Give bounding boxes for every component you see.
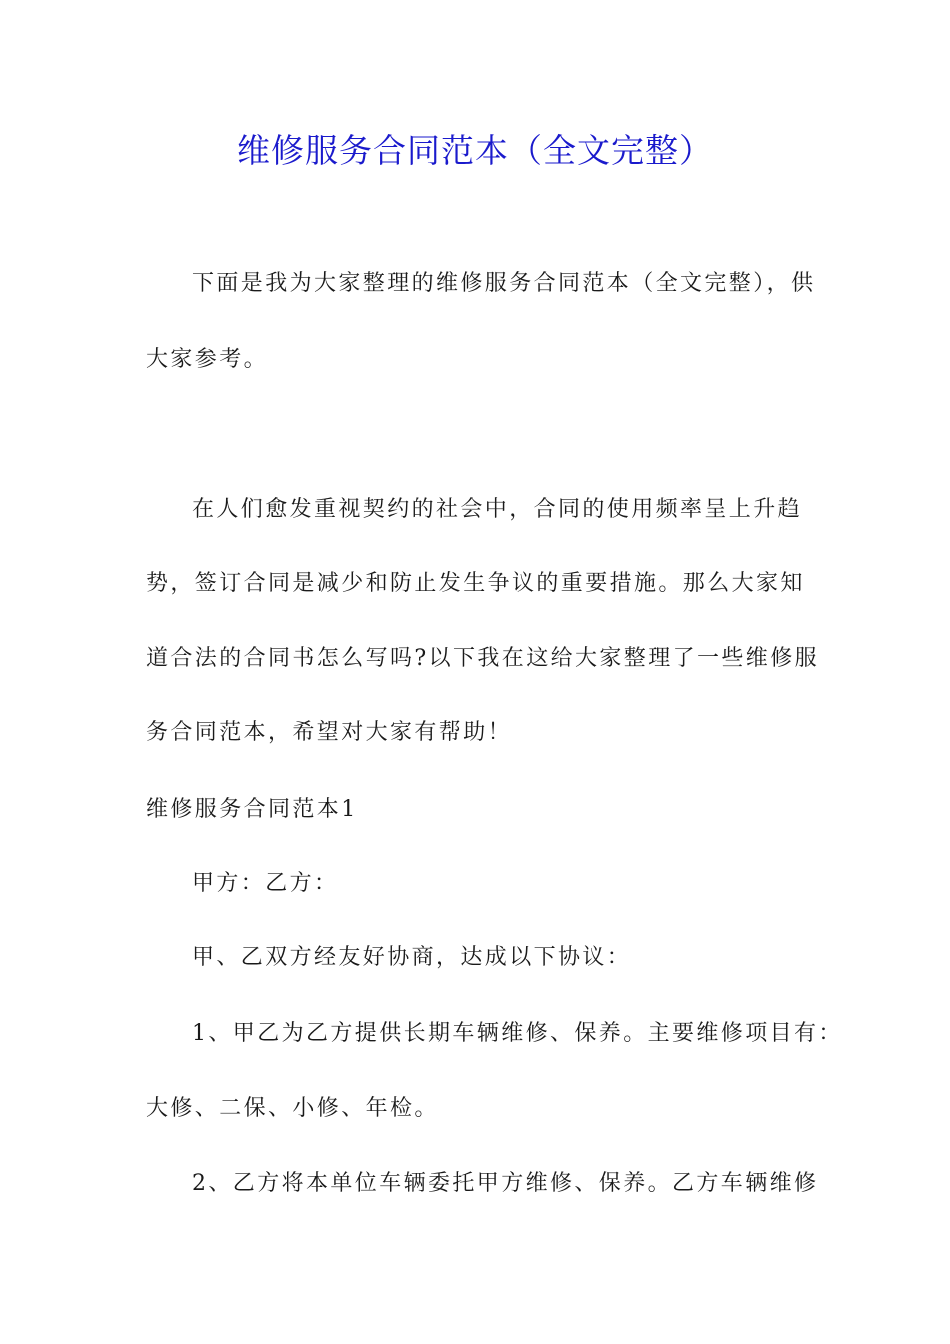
paragraph-line: 大修、二保、小修、年检。 xyxy=(146,1096,439,1121)
paragraph-line: 2、乙方将本单位车辆委托甲方维修、保养。乙方车辆维修 xyxy=(192,1171,819,1196)
section-heading: 维修服务合同范本1 xyxy=(146,797,358,822)
paragraph-line: 道合法的合同书怎么写吗?以下我在这给大家整理了一些维修服 xyxy=(146,646,819,671)
document-title: 维修服务合同范本（全文完整） xyxy=(237,131,713,170)
paragraph-line: 在人们愈发重视契约的社会中，合同的使用频率呈上升趋 xyxy=(192,497,803,522)
paragraph-line: 1、甲乙为乙方提供长期车辆维修、保养。主要维修项目有： xyxy=(192,1021,843,1046)
paragraph-line: 甲方：乙方： xyxy=(192,871,339,896)
paragraph-line: 下面是我为大家整理的维修服务合同范本（全文完整），供 xyxy=(192,271,816,296)
paragraph-line: 甲、乙双方经友好协商，达成以下协议： xyxy=(192,945,632,970)
paragraph-line: 大家参考。 xyxy=(146,347,269,372)
paragraph-line: 务合同范本，希望对大家有帮助！ xyxy=(146,720,513,745)
paragraph-line: 势，签订合同是减少和防止发生争议的重要措施。那么大家知 xyxy=(146,571,805,596)
